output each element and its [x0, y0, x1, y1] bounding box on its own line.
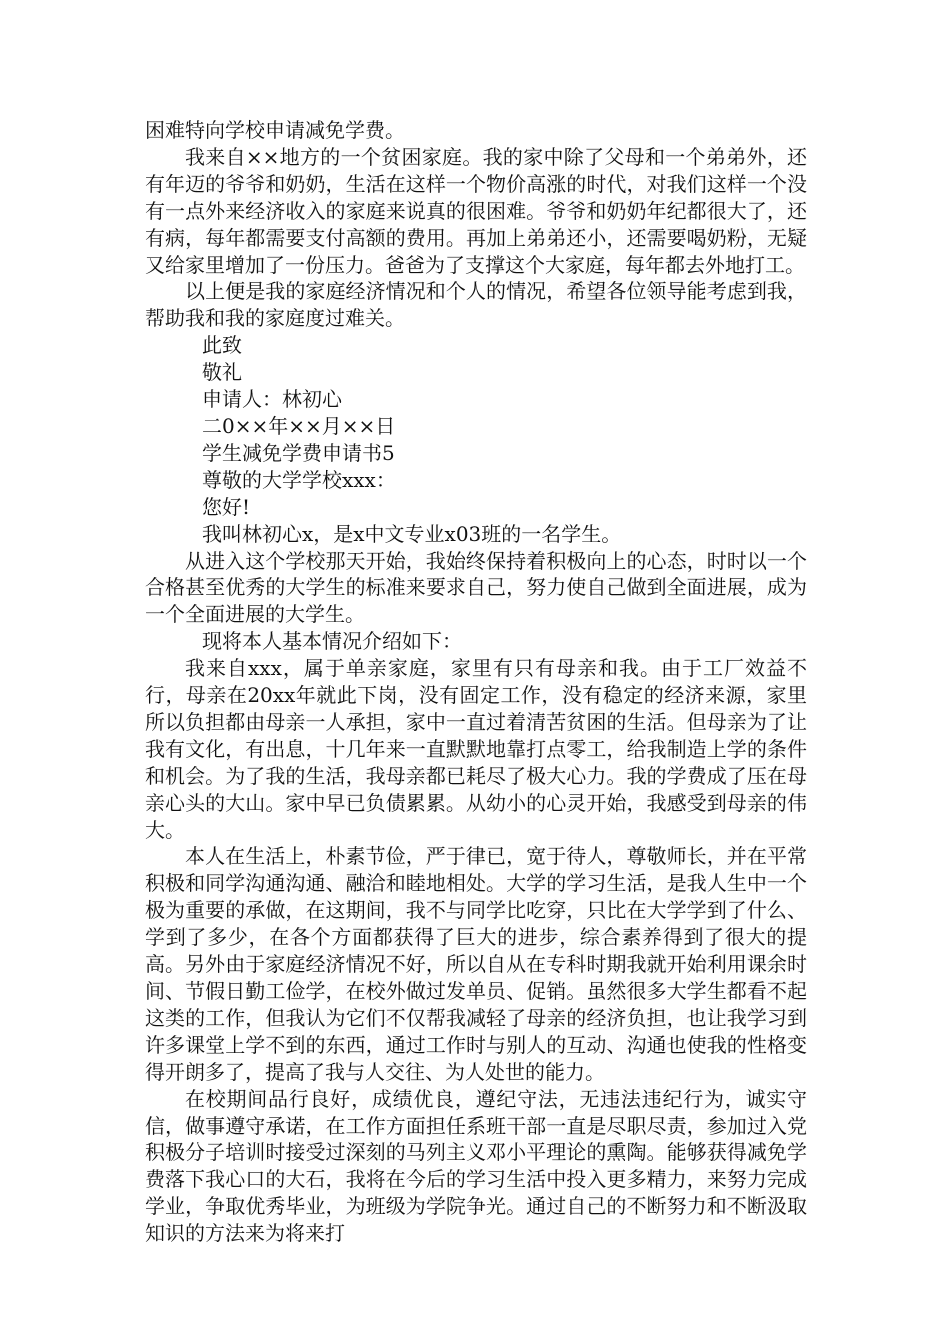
closing-line: 敬礼: [202, 360, 242, 385]
paragraph: 从进入这个学校那天开始，我始终保持着积极向上的心态，时时以一个合格甚至优秀的大学生的标准来要求自己，努力使自己做到全面进展，成为一个全面进展的大学生。: [145, 548, 807, 627]
greeting: 您好!: [202, 494, 251, 519]
paragraph: 以上便是我的家庭经济情况和个人的情况，希望各位领导能考虑到我，帮助我和我的家庭度过难关。: [145, 279, 807, 331]
paragraph: 我来自xxx，属于单亲家庭，家里有只有母亲和我。由于工厂效益不行，母亲在20xx年就此下岗，没有固定工作，没有稳定的经济来源，家里所以负担都由母亲一人承担，家中一直过着清苦贫困的生活。但母亲为了让我有文化，有出息，十几年来一直默默地靠打点零工，给我制造上学的条件和机会。为了我的生活，我母亲都已耗尽了极大心力。我的学费成了压在母亲心头的大山。家中早已负债累累。从幼小的心灵开始，我感受到母亲的伟大。: [145, 656, 807, 842]
date-line: 二0××年××月××日: [202, 413, 396, 438]
applicant-line: 申请人：林初心: [202, 387, 342, 412]
paragraph: 本人在生活上，朴素节俭，严于律已，宽于待人，尊敬师长，并在平常积极和同学沟通沟通、融洽和睦地相处。大学的学习生活，是我人生中一个极为重要的承做，在这期间，我不与同学比吃穿，只比在大学学到了什么、学到了多少，在各个方面都获得了巨大的进步，综合素养得到了很大的提高。另外由于家庭经济情况不好，所以自从在专科时期我就开始利用课余时间、节假日勤工俭学，在校外做过发单员、促销。虽然很多大学生都看不起这类的工作，但我认为它们不仅帮我减轻了母亲的经济负担，也让我学习到许多课堂上学不到的东西，通过工作时与别人的互动、沟通也使我的性格变得开朗多了，提高了我与人交往、为人处世的能力。: [145, 844, 807, 1084]
paragraph: 我叫林初心x，是x中文专业x03班的一名学生。: [202, 521, 622, 546]
closing-line: 此致: [202, 333, 242, 358]
paragraph: 在校期间品行良好，成绩优良，遵纪守法，无违法违纪行为，诚实守信，做事遵守承诺，在工作方面担任系班干部一直是尽职尽责，参加过入党积极分子培训时接受过深刻的马列主义邓小平理论的熏陶。能够获得减免学费落下我心口的大石，我将在今后的学习生活中投入更多精力，来努力完成学业，争取优秀毕业，为班级为学院争光。通过自己的不断努力和不断汲取知识的方法来为将来打: [145, 1086, 807, 1246]
paragraph: 我来自××地方的一个贫困家庭。我的家中除了父母和一个弟弟外，还有年迈的爷爷和奶奶，生活在这样一个物价高涨的时代，对我们这样一个没有一点外来经济收入的家庭来说真的很困难。爷爷和奶奶年纪都很大了，还有病，每年都需要支付高额的费用。再加上弟弟还小，还需要喝奶粉，无疑又给家里增加了一份压力。爸爸为了支撑这个大家庭，每年都去外地打工。: [145, 144, 807, 277]
paragraph: 现将本人基本情况介绍如下：: [202, 629, 462, 654]
salutation: 尊敬的大学学校xxx：: [202, 467, 396, 492]
section-title: 学生减免学费申请书5: [202, 440, 395, 465]
document-body: [145, 117, 807, 1247]
paragraph: 困难特向学校申请减免学费。: [145, 118, 405, 142]
